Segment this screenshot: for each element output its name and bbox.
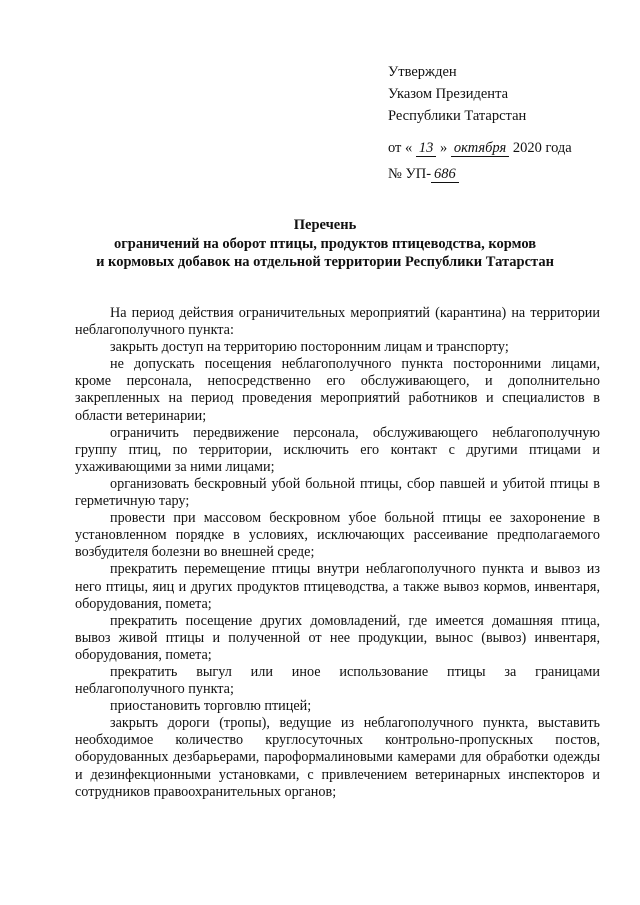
paragraph: не допускать посещения неблагополучного пункта посторонними лицами, кроме персонала, непосредственно его обслуживающего, и дополнительно закрепленных на период проведения мероприятий работников и специалистов в области ветеринарии;: [75, 356, 600, 424]
approval-date: [388, 137, 628, 159]
approval-stamp: [388, 61, 628, 185]
paragraph: приостановить торговлю птицей;: [110, 698, 312, 715]
title-line-3: и кормовых добавок на отдельной территории Республики Татарстан: [96, 254, 554, 270]
paragraph: прекратить выгул или иное использование птицы за границами неблагополучного пункта;: [75, 663, 600, 698]
paragraph: организовать бескровный убой больной птицы, сбор павшей и убитой птицы в герметичную тару;: [75, 475, 600, 510]
approval-line-decree: Указом Президента: [388, 86, 509, 102]
paragraph: закрыть дороги (тропы), ведущие из неблагополучного пункта, выставить необходимое количество круглосуточных контрольно-пропускных постов, оборудованных дезбарьерами, пароформалиновыми камерами для обработки одежды и дезинфекционными установками, с привлечением ветеринарных инспекторов и сотрудников правоохранительных органов;: [75, 715, 600, 800]
paragraph: На период действия ограничительных мероприятий (карантина) на территории неблагополучного пункта:: [75, 305, 600, 339]
paragraph: закрыть доступ на территорию посторонним лицам и транспорту;: [110, 339, 509, 356]
approval-line-approved: Утвержден: [388, 64, 457, 80]
paragraph: прекратить посещение других домовладений, где имеется домашняя птица, вывоз живой птицы и полученной от нее продукции, вынос (вывоз) инвентаря, оборудования, помета;: [75, 612, 600, 663]
paragraph: ограничить передвижение персонала, обслуживающего неблагополучную группу птиц, по территории, исключить его контакт с другими птицами и ухаживающими за ними лицами;: [75, 424, 600, 475]
date-prefix: от «: [388, 140, 413, 156]
date-year: 2020 года: [512, 140, 572, 156]
title-line-2: ограничений на оборот птицы, продуктов птицеводства, кормов: [113, 235, 537, 252]
paragraph: провести при массовом бескровном убое больной птицы ее захоронение в установленном порядке в условиях, исключающих рассеивание предполагаемого возбудителя болезни во внешней среде;: [75, 510, 600, 561]
approval-number: [388, 163, 628, 185]
approval-line-republic: Республики Татарстан: [388, 108, 527, 124]
date-day: 13: [416, 140, 437, 157]
number-prefix: № УП-: [388, 166, 432, 182]
document-title: [40, 216, 610, 272]
number-value: 686: [431, 166, 459, 183]
date-month: октября: [451, 140, 509, 157]
paragraph: прекратить перемещение птицы внутри неблагополучного пункта и вывоз из него птицы, яиц и других продуктов птицеводства, а также вывоз кормов, инвентаря, оборудования, помета;: [75, 561, 600, 612]
date-mid: »: [440, 140, 448, 156]
document-body: [75, 305, 600, 801]
title-heading: Перечень: [293, 217, 357, 233]
